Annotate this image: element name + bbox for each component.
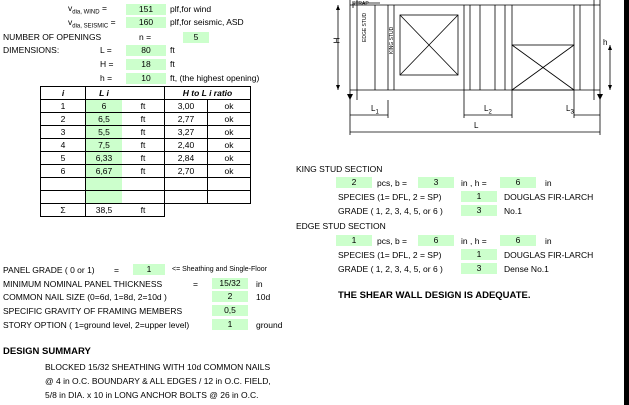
- v-wind-label: $v_{dia, WIND}$ =: [68, 3, 107, 16]
- H-unit: ft: [170, 59, 175, 69]
- king-pcs-input[interactable]: 2: [336, 177, 372, 188]
- king-pcs-text: pcs, b =: [377, 178, 408, 188]
- story-option-unit: ground: [256, 320, 283, 330]
- diagram-h-label: h: [603, 38, 608, 47]
- king-in-h: in , h =: [461, 178, 487, 188]
- panel-grade-note: <= Sheathing and Single-Floor: [172, 266, 267, 273]
- openings-input[interactable]: 5: [183, 32, 209, 43]
- L2-input[interactable]: 6,5: [86, 113, 123, 126]
- diagram-L-label: L: [474, 121, 479, 130]
- edge-grade-name: Dense No.1: [504, 264, 549, 274]
- story-option-input[interactable]: 1: [212, 319, 248, 330]
- diagram-L3-label: $L_3$: [566, 104, 574, 116]
- col-header-ratio: H to L i ratio: [165, 87, 251, 100]
- diagram-L1-label: $L_1$: [371, 104, 379, 116]
- specific-gravity-input[interactable]: 0,5: [212, 305, 248, 316]
- diagram-H-label: H: [332, 37, 342, 44]
- L-var: L =: [100, 45, 112, 55]
- openings-label: NUMBER OF OPENINGS: [3, 32, 102, 42]
- table-row: 2 6,5 ft 2,77 ok: [41, 113, 251, 126]
- h-unit: ft, (the highest opening): [170, 73, 260, 83]
- result-message: THE SHEAR WALL DESIGN IS ADEQUATE.: [338, 290, 531, 301]
- L-input[interactable]: 80: [126, 45, 166, 56]
- L4-input[interactable]: 7,5: [86, 139, 123, 152]
- king-grade-name: No.1: [504, 206, 522, 216]
- nail-size-label: COMMON NAIL SIZE (0=6d, 1=8d, 2=10d ): [3, 292, 167, 302]
- nail-size-input[interactable]: 2: [212, 291, 248, 302]
- min-thickness-unit: in: [256, 279, 263, 289]
- diagram-edge-stud-label: EDGE STUD: [362, 12, 368, 42]
- specific-gravity-label: SPECIFIC GRAVITY OF FRAMING MEMBERS: [3, 306, 183, 316]
- edge-grade-input[interactable]: 3: [461, 263, 497, 274]
- H-input[interactable]: 18: [126, 59, 166, 70]
- king-h-input[interactable]: 6: [500, 177, 536, 188]
- king-species-label: SPECIES (1= DFL, 2 = SP): [338, 192, 442, 202]
- L3-input[interactable]: 5,5: [86, 126, 123, 139]
- L1-input[interactable]: 6: [86, 100, 123, 113]
- summary-line-2: @ 4 in O.C. BOUNDARY & ALL EDGES / 12 in O.C. FIELD,: [45, 376, 271, 386]
- edge-b-input[interactable]: 6: [418, 235, 454, 246]
- L5-input[interactable]: 6,33: [86, 152, 123, 165]
- story-option-label: STORY OPTION ( 1=ground level, 2=upper level): [3, 320, 190, 330]
- h-var: h =: [100, 73, 113, 83]
- table-row: 3 5,5 ft 3,27 ok: [41, 126, 251, 139]
- summary-line-3: 5/8 in DIA. x 10 in LONG ANCHOR BOLTS @ 26 in O.C.: [45, 390, 259, 400]
- panel-grade-eq: =: [114, 265, 119, 275]
- diagram-L2-label: $L_2$: [484, 104, 492, 116]
- diagram-king-stud-label: KING STUD: [389, 26, 395, 54]
- table-row: 1 6 ft 3,00 ok: [41, 100, 251, 113]
- min-thickness-eq: =: [193, 279, 198, 289]
- L-unit: ft: [170, 45, 175, 55]
- edge-grade-label: GRADE ( 1, 2, 3, 4, 5, or 6 ): [338, 264, 443, 274]
- v-seismic-unit: plf,for seismic, ASD: [170, 17, 244, 27]
- diagram-strap-label: STRAP: [352, 1, 369, 7]
- openings-table: [40, 86, 251, 217]
- king-species-name: DOUGLAS FIR-LARCH: [504, 192, 594, 202]
- king-b-input[interactable]: 3: [418, 177, 454, 188]
- edge-species-name: DOUGLAS FIR-LARCH: [504, 250, 594, 260]
- king-grade-input[interactable]: 3: [461, 205, 497, 216]
- col-header-L: L i: [86, 87, 123, 100]
- v-wind-input[interactable]: 151: [126, 4, 166, 15]
- h-input[interactable]: 10: [126, 73, 166, 84]
- v-wind-unit: plf,for wind: [170, 4, 212, 14]
- edge-species-label: SPECIES (1= DFL, 2 = SP): [338, 250, 442, 260]
- edge-in-h: in , h =: [461, 236, 487, 246]
- panel-grade-input[interactable]: 1: [133, 264, 165, 275]
- summary-line-1: BLOCKED 15/32 SHEATHING WITH 10d COMMON NAILS: [45, 362, 271, 372]
- window-edge: [624, 0, 629, 405]
- H-var: H =: [100, 59, 114, 69]
- king-grade-label: GRADE ( 1, 2, 3, 4, 5, or 6 ): [338, 206, 443, 216]
- king-species-input[interactable]: 1: [461, 191, 497, 202]
- sum-row: Σ 38,5 ft: [41, 204, 251, 217]
- table-row: 4 7,5 ft 2,40 ok: [41, 139, 251, 152]
- edge-pcs-input[interactable]: 1: [336, 235, 372, 246]
- table-row: 5 6,33 ft 2,84 ok: [41, 152, 251, 165]
- panel-grade-label: PANEL GRADE ( 0 or 1): [3, 265, 95, 275]
- edge-h-input[interactable]: 6: [500, 235, 536, 246]
- table-row: 6 6,67 ft 2,70 ok: [41, 165, 251, 178]
- v-seismic-label: $v_{dia, SEISMIC}$ =: [68, 17, 116, 30]
- min-thickness-value: 15/32: [212, 278, 248, 289]
- nail-size-unit: 10d: [256, 292, 271, 302]
- edge-species-input[interactable]: 1: [461, 249, 497, 260]
- king-stud-title: KING STUD SECTION: [296, 164, 383, 174]
- v-seismic-input[interactable]: 160: [126, 17, 166, 28]
- col-header-i: i: [41, 87, 86, 100]
- L6-input[interactable]: 6,67: [86, 165, 123, 178]
- king-h-unit: in: [545, 178, 552, 188]
- openings-var: n =: [139, 32, 152, 42]
- edge-stud-title: EDGE STUD SECTION: [296, 221, 386, 231]
- edge-h-unit: in: [545, 236, 552, 246]
- dimensions-label: DIMENSIONS:: [3, 45, 60, 55]
- design-summary-title: DESIGN SUMMARY: [3, 346, 91, 357]
- edge-pcs-text: pcs, b =: [377, 236, 408, 246]
- min-thickness-label: MINIMUM NOMINAL PANEL THICKNESS: [3, 279, 163, 289]
